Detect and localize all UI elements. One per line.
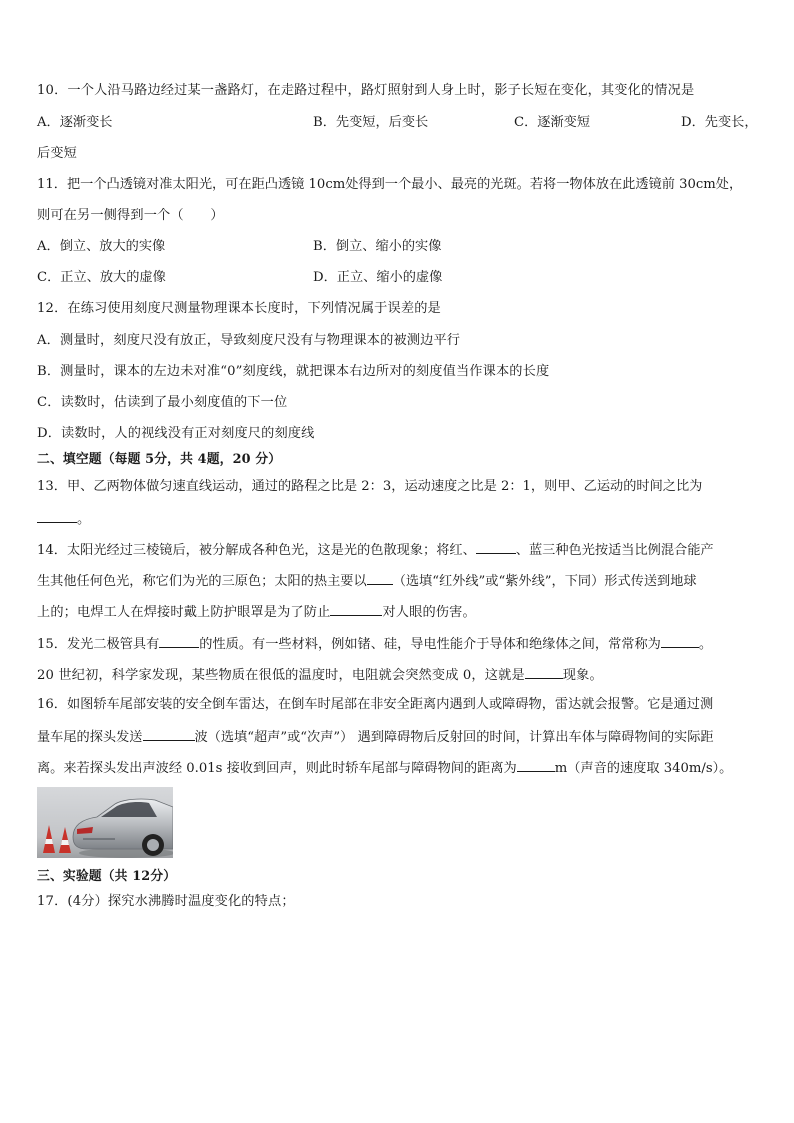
q10-option-c: C．逐渐变短 — [514, 115, 591, 130]
q16-line2 — [37, 727, 714, 747]
section-3-heading: 三、实验题（共 12分） — [37, 869, 177, 884]
q11-option-c: C．正立、放大的虚像 — [37, 270, 166, 285]
q13-answer-blank — [37, 509, 77, 523]
q14-line3-text-b: 对人眼的伤害。 — [382, 605, 476, 620]
q15-line1-text-c: 。 — [698, 637, 713, 652]
q15-line2-text-a: 20 世纪初，科学家发现，某些物质在很低的温度时，电阻就会突然变成 0，这就是 — [37, 668, 525, 683]
q12-option-a: A．测量时，刻度尺没有放正，导致刻度尺没有与物理课本的被测边平行 — [37, 333, 461, 348]
q14-blank-3 — [330, 602, 382, 616]
q14-line3 — [37, 602, 476, 622]
q14-line2-text-b: （选填“红外线”或“紫外线”，下同）形式传送到地球 — [392, 574, 697, 589]
q14-line1 — [37, 540, 714, 560]
q10-option-a: A．逐渐变长 — [37, 115, 113, 130]
q14-blank-2 — [367, 571, 393, 585]
q12-option-c: C．读数时，估读到了最小刻度值的下一位 — [37, 395, 288, 410]
q17-stem: 17．(4分）探究水沸腾时温度变化的特点； — [37, 894, 295, 909]
q16-line3-text-a: 离。来若探头发出声波经 0.01s 接收到回声，则此时轿车尾部与障碍物间的距离为 — [37, 761, 517, 776]
q15-line2-text-b: 现象。 — [562, 668, 603, 683]
q13-line2-end: 。 — [77, 512, 91, 527]
q15-line2 — [37, 665, 603, 685]
traffic-cone-left-stripe — [45, 839, 53, 844]
q16-line3-text-b: m（声音的速度取 340m/s）。 — [554, 761, 733, 776]
q13-line1: 13．甲、乙两物体做匀速直线运动，通过的路程之比是 2：3，运动速度之比是 2：1，则甲、乙运动的时间之比为 — [37, 479, 703, 494]
q11-option-a: A．倒立、放大的实像 — [37, 239, 166, 254]
q12-option-d: D．读数时，人的视线没有正对刻度尺的刻度线 — [37, 426, 315, 441]
q14-line1-text-b: 、蓝三种色光按适当比例混合能产 — [515, 543, 714, 558]
car-wheel-rim — [147, 839, 159, 851]
q14-line2-text-a: 生其他任何色光，称它们为光的三原色；太阳的热主要以 — [37, 574, 367, 589]
q15-blank-3 — [525, 665, 563, 679]
q16-line2-text-a: 量车尾的探头发送 — [37, 730, 143, 745]
reversing-car-image — [37, 787, 173, 858]
q16-blank-2 — [517, 758, 555, 772]
q12-stem: 12．在练习使用刻度尺测量物理课本长度时，下列情况属于误差的是 — [37, 301, 441, 316]
traffic-cone-right-stripe — [61, 840, 69, 845]
q10-option-b: B．先变短，后变长 — [313, 115, 429, 130]
q11-option-b: B．倒立、缩小的实像 — [313, 239, 442, 254]
q10-option-d: D．先变长， — [681, 115, 758, 130]
q15-blank-2 — [661, 634, 699, 648]
q11-option-d: D．正立、缩小的虚像 — [313, 270, 443, 285]
q11-stem-line2: 则可在另一侧得到一个（ ） — [37, 208, 224, 223]
q12-option-b: B．测量时，课本的左边未对准“0”刻度线，就把课本右边所对的刻度值当作课本的长度 — [37, 364, 550, 379]
q16-line3 — [37, 758, 732, 778]
q10-stem: 10．一个人沿马路边经过某一盏路灯，在走路过程中，路灯照射到人身上时，影子长短在变化，其变化的情况是 — [37, 83, 695, 98]
q14-line3-text-a: 上的；电焊工人在焊接时戴上防护眼罩是为了防止 — [37, 605, 331, 620]
q16-blank-1 — [143, 727, 195, 741]
q14-line1-text-a: 14．太阳光经过三棱镜后，被分解成各种色光，这是光的色散现象；将红、 — [37, 543, 476, 558]
q15-line1 — [37, 634, 712, 654]
q15-line1-text-a: 15．发光二极管具有 — [37, 637, 160, 652]
q16-line1: 16．如图轿车尾部安装的安全倒车雷达，在倒车时尾部在非安全距离内遇到人或障碍物，雷达就会报警。它是通过测 — [37, 697, 714, 712]
q14-line2 — [37, 571, 697, 591]
q15-line1-text-b: 的性质。有一些材料，例如锗、硅，导电性能介于导体和绝缘体之间，常常称为 — [199, 637, 661, 652]
q10-option-d-continued: 后变短 — [37, 146, 78, 161]
q14-blank-1 — [476, 540, 516, 554]
section-2-heading: 二、填空题（每题 5分，共 4题，20 分） — [37, 452, 282, 467]
q13-line2 — [37, 509, 90, 529]
q16-line2-text-b: 波（选填“超声”或“次声”） 遇到障碍物后反射回的时间，计算出车体与障碍物间的实际距 — [194, 730, 714, 745]
q11-stem-line1: 11．把一个凸透镜对准太阳光，可在距凸透镜 10cm处得到一个最小、最亮的光斑。若将一物体放在此透镜前 30cm处， — [37, 177, 743, 192]
q15-blank-1 — [159, 634, 199, 648]
